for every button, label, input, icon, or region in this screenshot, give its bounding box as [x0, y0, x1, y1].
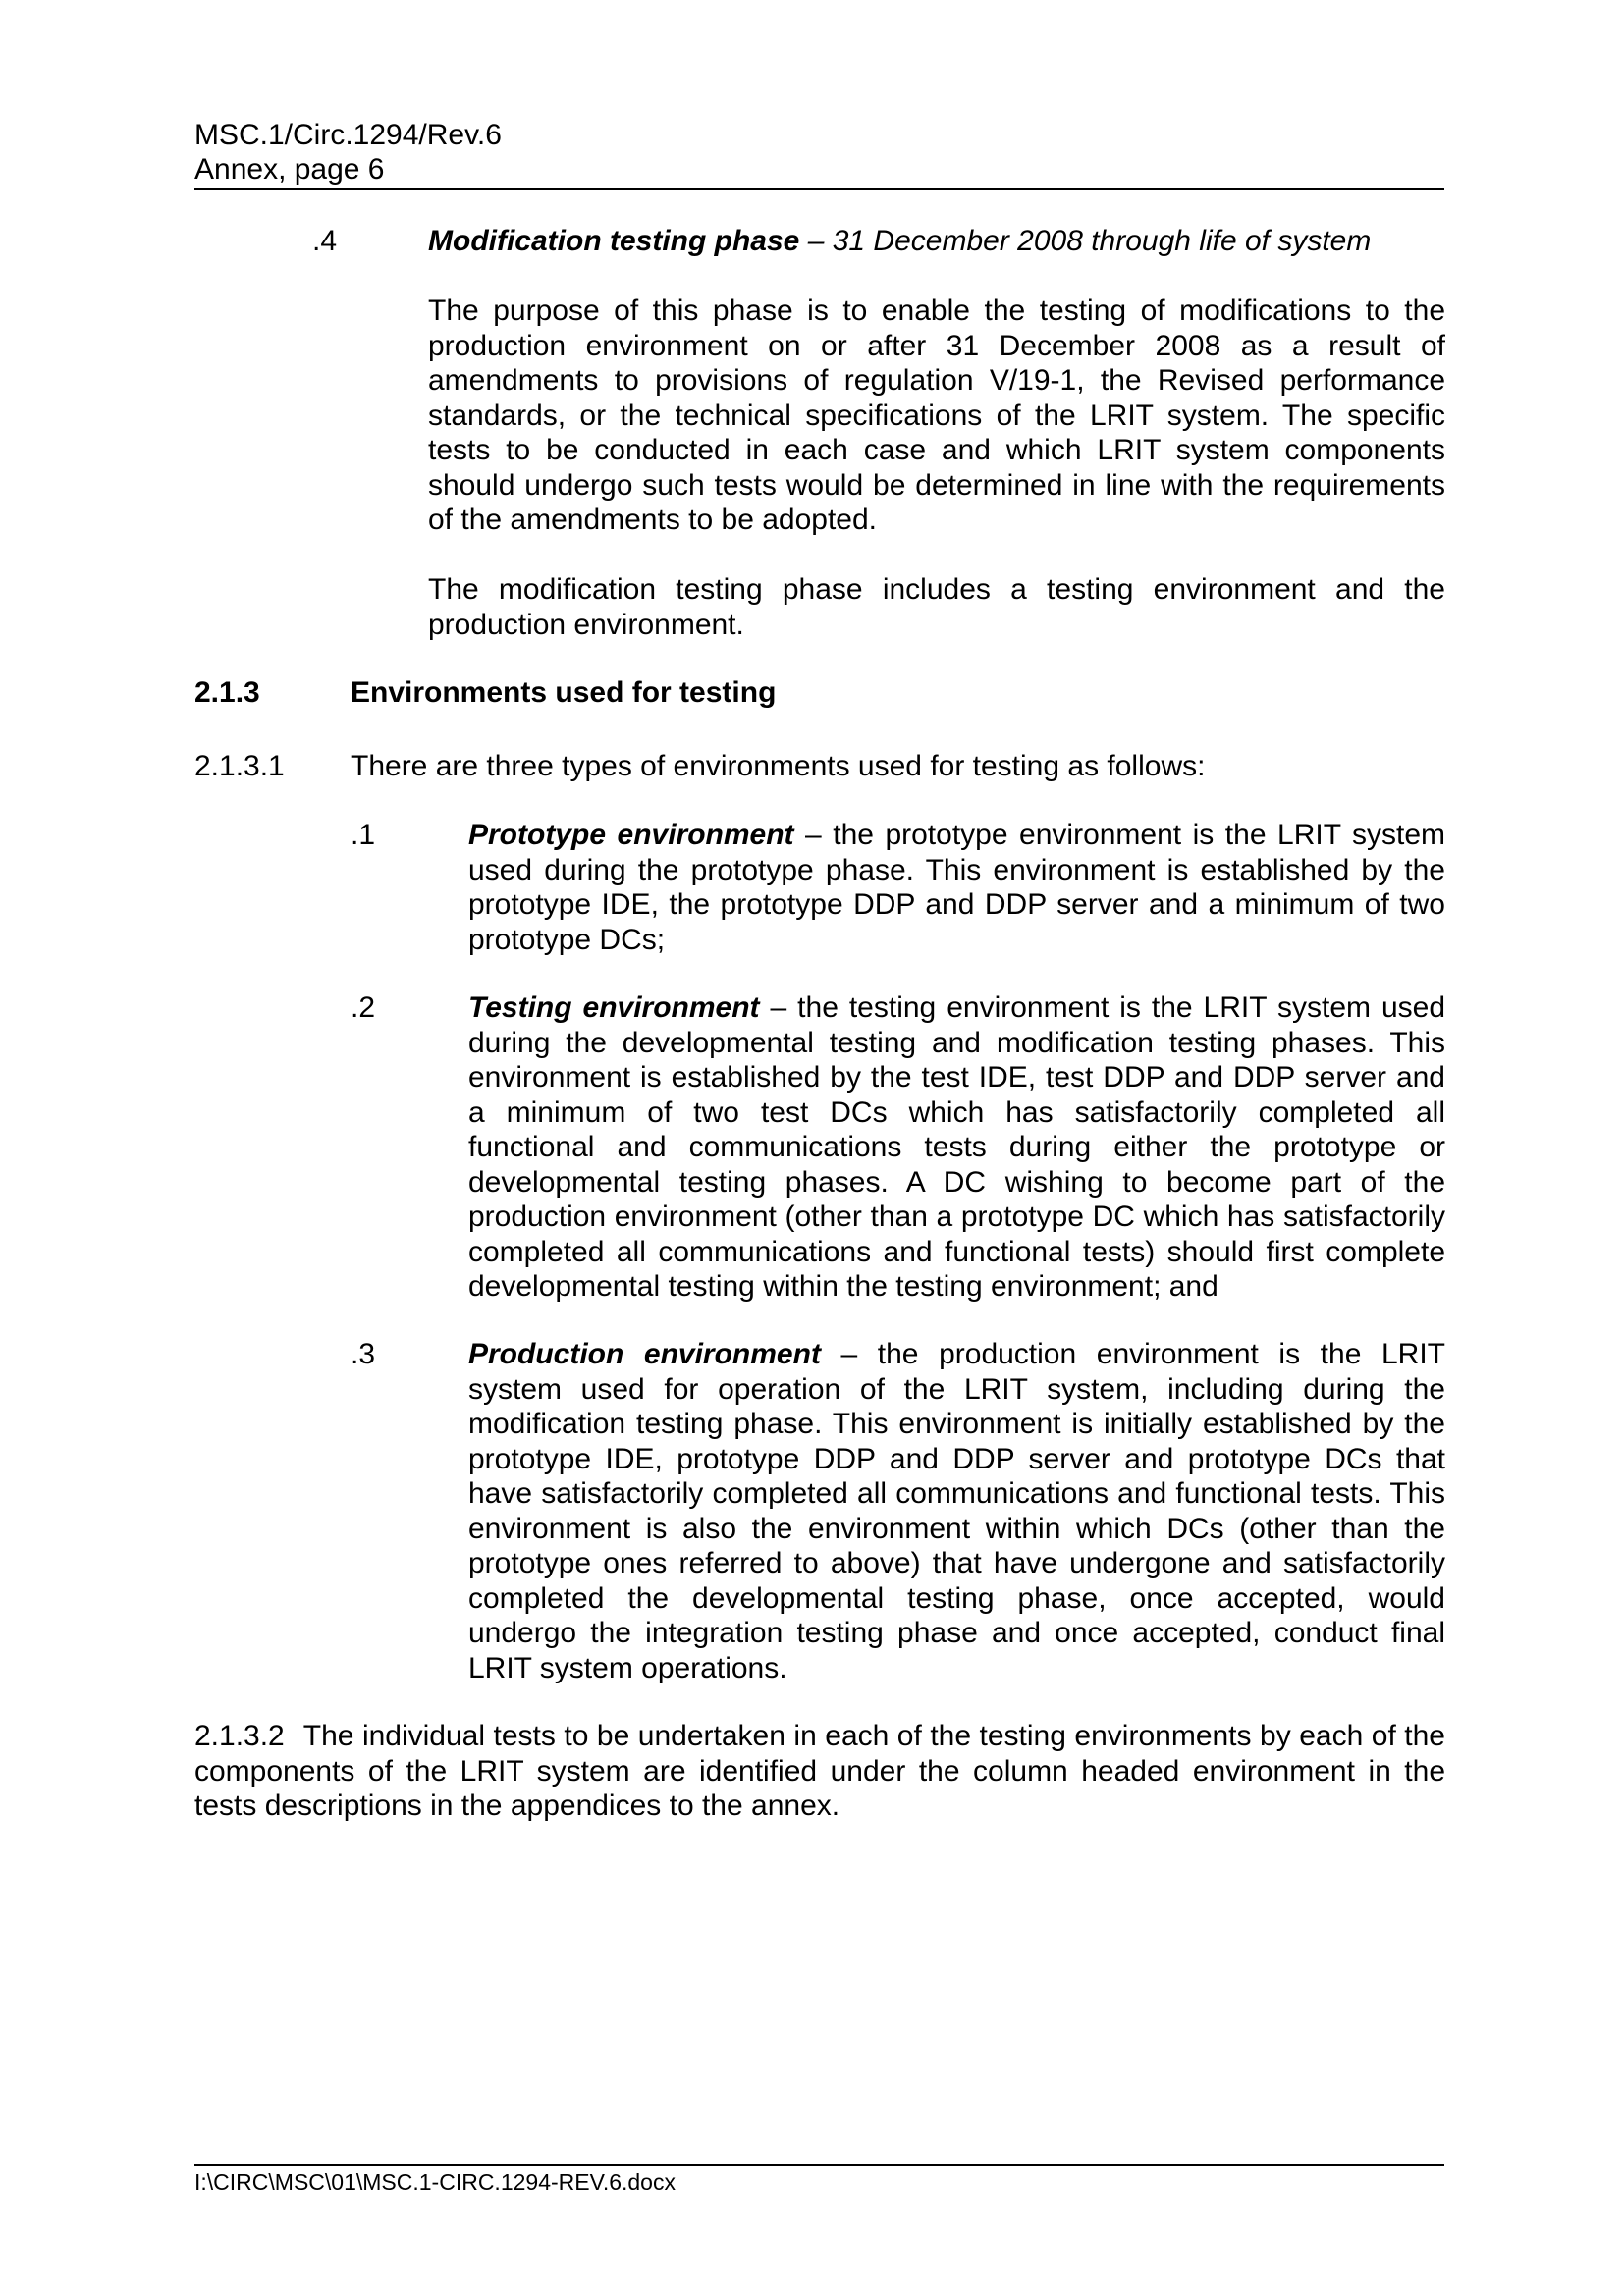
item-4-number: .4: [312, 225, 338, 257]
page-header: [194, 118, 1443, 187]
environment-3-description: – the production environment is the LRIT system used for operation of the LRIT system, including during the modification testing phase. This environment is initially established by the prototype IDE, prototype DDP and DDP server and prototype DCs that have satisfactorily completed all communications and functional tests. This environment is also the environment within which DCs (other than the prototype ones referred to above) that have undergone and satisfactorily completed the developmental testing phase, once accepted, would undergo the integration testing phase and once accepted, conduct final LRIT system operations.: [468, 1338, 1445, 1684]
environment-2-number: .2: [351, 991, 376, 1024]
para-2-1-3-1-number: 2.1.3.1: [194, 750, 285, 782]
environment-3-term: Production environment: [468, 1338, 821, 1370]
environment-1-text: [468, 818, 1445, 957]
item-4-title: Modification testing phase: [428, 225, 800, 257]
item-4-paragraph-2: The modification testing phase includes a testing environment and the production environment.: [428, 573, 1445, 641]
document-reference: MSC.1/Circ.1294/Rev.6: [194, 119, 502, 151]
item-4-dash: –: [799, 225, 833, 257]
environment-2-text: [468, 990, 1445, 1305]
para-2-1-3-2-text: The individual tests to be undertaken in each of the testing environments by each of the components of the LRIT system are identified under the column headed environment in the tests descriptions in the appendices to the annex.: [194, 1720, 1445, 1822]
footer-file-path: I:\CIRC\MSC\01\MSC.1-CIRC.1294-REV.6.docx: [194, 2169, 676, 2195]
environment-3-text: [468, 1337, 1445, 1685]
footer-divider: [194, 2164, 1444, 2166]
para-2-1-3-1-text: There are three types of environments used for testing as follows:: [351, 750, 1206, 782]
environment-1-term: Prototype environment: [468, 819, 794, 851]
item-4-date-range: 31 December 2008 through life of system: [832, 225, 1372, 257]
item-4-heading: [428, 224, 1445, 259]
environment-2-term: Testing environment: [468, 991, 760, 1024]
item-4-paragraph-1: The purpose of this phase is to enable the testing of modifications to the production environment on or after 31 December 2008 as a result of amendments to provisions of regulation V/19-1, the Revised performance standards, or the technical specifications of the LRIT system. The specific tests to be conducted in each case and which LRIT system components should undergo such tests would be determined in line with the requirements of the amendments to be adopted.: [428, 294, 1445, 536]
para-2-1-3-2-number: 2.1.3.2: [194, 1720, 285, 1752]
header-divider: [194, 188, 1444, 190]
section-2-1-3-number: 2.1.3: [194, 676, 260, 709]
page-reference: Annex, page 6: [194, 153, 385, 186]
para-2-1-3-2: [194, 1719, 1445, 1824]
environment-1-description: – the prototype environment is the LRIT system used during the prototype phase. This environment is established by the prototype IDE, the prototype DDP and DDP server and a minimum of two prototype DCs;: [468, 819, 1445, 956]
environment-2-description: – the testing environment is the LRIT system used during the developmental testing and modification testing phases. This environment is established by the test IDE, test DDP and DDP server and a minimum of two test DCs which has satisfactorily completed all functional and communications tests during either the prototype or developmental testing phases. A DC wishing to become part of the production environment (other than a prototype DC which has satisfactorily completed all communications and functional tests) should first complete developmental testing within the testing environment; and: [468, 991, 1446, 1303]
environment-1-number: .1: [351, 819, 376, 851]
environment-3-number: .3: [351, 1338, 376, 1370]
section-2-1-3-title: Environments used for testing: [351, 676, 777, 709]
